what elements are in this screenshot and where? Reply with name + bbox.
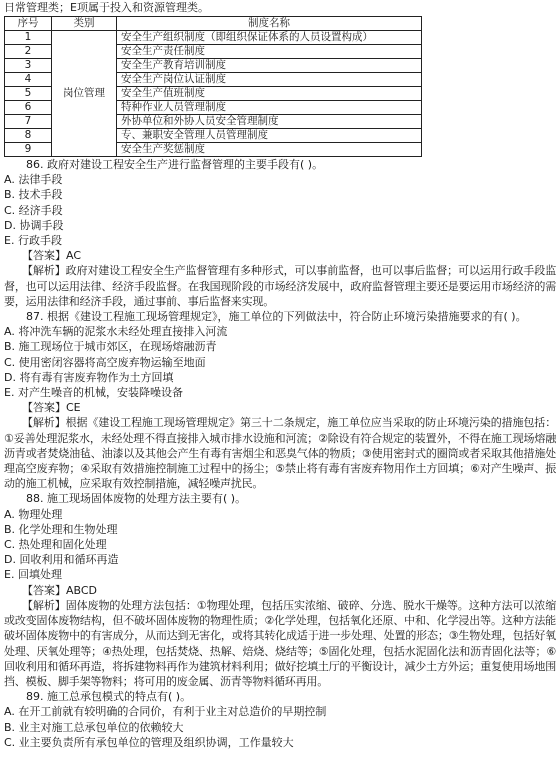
row-no: 8 [5, 129, 52, 143]
q88-option-a: A. 物理处理 [4, 507, 63, 521]
q86-option-b: B. 技术手段 [4, 188, 63, 202]
row-name: 特种作业人员管理制度 [117, 101, 422, 115]
q89-option-a: A. 在开工前就有较明确的合同价，有利于业主对总造价的早期控制 [4, 705, 327, 719]
header-category: 类别 [52, 17, 117, 31]
q88-option-c: C. 热处理和固化处理 [4, 538, 107, 552]
q89-option-b: B. 业主对施工总承包单位的依赖较大 [4, 720, 184, 734]
q88-analysis: 【解析】固体废物的处理方法包括：①物理处理，包括压实浓缩、破碎、分选、脱水干燥等。这种方法可以浓缩或改变固体废物结构，但不破坏固体废物的物理性质；②化学处理，包括氧化还原、中和、化学浸出等。这种方法能破坏固体废物中的有害成分，从而达到无害化，或将其转化成适于进一步处理、处置的形态；③生物处理，包括好氧处理、厌氧处理等；④热处理，包括焚烧、热解、焙烧、烧结等；⑤固化处理，包括水泥固化法和沥青固化法等；⑥回收利用和循环再造，将拆建物料再作为建筑材料利用；做好挖填土厅的平衡设计，减少土方外运；重复使用场地围挡、模板、脚手架等物料；将可用的废金属、沥青等物料循环再用。 [4, 598, 556, 688]
row-no: 3 [5, 59, 52, 73]
safety-system-table [4, 16, 422, 157]
q88-stem: 88. 施工现场固体废物的处理方法主要有( )。 [26, 492, 247, 506]
q86-option-c: C. 经济手段 [4, 203, 63, 217]
row-name: 安全生产值班制度 [117, 87, 422, 101]
q86-option-e: E. 行政手段 [4, 234, 62, 248]
q87-option-b: B. 施工现场位于城市郊区，在现场熔融沥青 [4, 340, 217, 354]
document-page [4, 0, 556, 750]
row-no: 6 [5, 101, 52, 115]
q89-stem: 89. 施工总承包模式的特点有( )。 [26, 690, 192, 704]
q88-answer: 【答案】ABCD [22, 583, 98, 597]
q88-option-b: B. 化学处理和生物处理 [4, 522, 118, 536]
q87-analysis: 【解析】根据《建设工程施工现场管理规定》第三十二条规定，施工单位应当采取的防止环境污染的措施包括：①妥善处理泥浆水，未经处理不得直接排入城市排水设施和河流；②除设有符合规定的装置外，不得在施工现场熔融沥青或者焚烧油毡、油漆以及其他会产生有毒有害烟尘和恶臭气体的物质；③使用密封式的圈筒或者采取其他措施处理高空废弃物；④采取有效措施控制施工过程中的扬尘；⑤禁止将有毒有害废弃物用作土方回填；⑥对产生噪声、振动的施工机械，应采取有效控制措施，减轻噪声扰民。 [4, 416, 556, 491]
row-no: 1 [5, 31, 52, 45]
q86-option-d: D. 协调手段 [4, 218, 64, 232]
row-no: 7 [5, 115, 52, 129]
table-row [5, 31, 422, 45]
q89-option-c: C. 业主要负责所有承包单位的管理及组织协调，工作量较大 [4, 735, 294, 749]
q86-analysis: 【解析】政府对建设工程安全生产监督管理有多种形式，可以事前监督，也可以事后监督；可以运用行政手段监督，也可以运用法律、经济手段监督。在我国现阶段的市场经济发展中，政府监督管理主要还是要运用市场经济的需要，运用法律和经济手段，通过事前、事后监督来实现。 [4, 264, 556, 308]
table-header-row [5, 17, 422, 31]
q87-answer: 【答案】CE [22, 401, 81, 415]
row-name: 专、兼职安全管理人员管理制度 [117, 129, 422, 143]
q87-stem: 87. 根据《建设工程施工现场管理规定》，施工单位的下列做法中，符合防止环境污染措施要求的有( )。 [26, 310, 527, 324]
q86-answer: 【答案】AC [22, 249, 82, 263]
row-name: 安全生产岗位认证制度 [117, 73, 422, 87]
row-category: 岗位管理 [52, 31, 117, 157]
q87-option-d: D. 将有毒有害废弃物作为土方回填 [4, 370, 174, 384]
row-no: 9 [5, 143, 52, 157]
q87-option-a: A. 将冲洗车辆的泥浆水未经处理直接排入河流 [4, 325, 228, 339]
row-no: 2 [5, 45, 52, 59]
header-name: 制度名称 [117, 17, 422, 31]
q86-stem: 86. 政府对建设工程安全生产进行监督管理的主要手段有( )。 [26, 158, 324, 171]
q87-option-e: E. 对产生噪音的机械，安装降噪设备 [4, 386, 183, 400]
intro-line: 日常管理类；E项属于投入和资源管理类。 [4, 1, 209, 14]
q87-option-c: C. 使用密闭容器将高空废弃物运输至地面 [4, 355, 206, 369]
row-name: 安全生产奖惩制度 [117, 143, 422, 157]
row-name: 安全生产教育培训制度 [117, 59, 422, 73]
row-name: 安全生产责任制度 [117, 45, 422, 59]
row-name: 外协单位和外协人员安全管理制度 [117, 115, 422, 129]
header-no: 序号 [5, 17, 52, 31]
q88-option-e: E. 回填处理 [4, 568, 62, 582]
q86-option-a: A. 法律手段 [4, 173, 63, 187]
q88-option-d: D. 回收利用和循环再造 [4, 553, 119, 567]
row-name: 安全生产组织制度（即组织保证体系的人员设置构成） [117, 31, 422, 45]
row-no: 4 [5, 73, 52, 87]
row-no: 5 [5, 87, 52, 101]
